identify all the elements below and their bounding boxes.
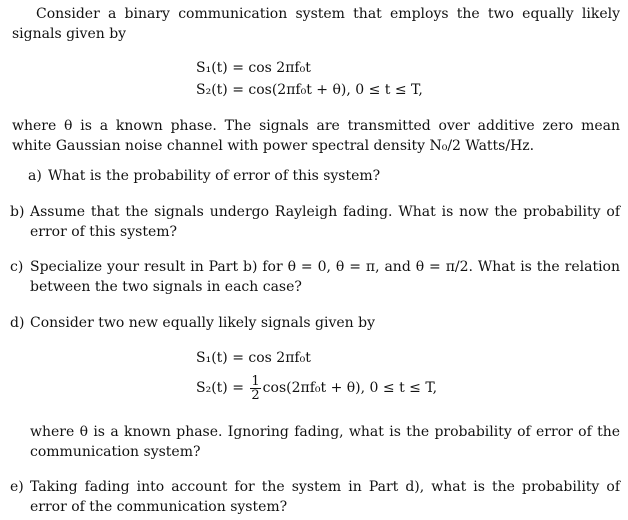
part-e-label: e) bbox=[10, 479, 24, 495]
one-half-fraction bbox=[250, 375, 260, 402]
equation-s2: S₂(t) = cos(2πf₀t + θ), 0 ≤ t ≤ T, bbox=[196, 82, 423, 98]
fraction-denominator: 2 bbox=[251, 387, 260, 403]
part-c bbox=[10, 257, 620, 297]
part-e bbox=[10, 477, 620, 517]
equation-d-s2-rhs: cos(2πf₀t + θ), 0 ≤ t ≤ T, bbox=[262, 380, 438, 396]
part-e-text: Taking fading into account for the system in Part d), what is the probability of error of the communication system? bbox=[30, 479, 620, 515]
part-a-label: a) bbox=[28, 168, 42, 184]
where-paragraph: where θ is a known phase. The signals are transmitted over additive zero mean white Gaussian noise channel with power spectral density N₀/2 Watts/Hz. bbox=[12, 118, 620, 154]
part-d-label: d) bbox=[10, 315, 25, 331]
part-a-text: What is the probability of error of this system? bbox=[48, 168, 381, 184]
part-d-where-text: where θ is a known phase. Ignoring fading, what is the probability of error of the communication system? bbox=[30, 424, 620, 460]
intro-paragraph: Consider a binary communication system that employs the two equally likely signals given by bbox=[12, 6, 620, 42]
fraction-numerator: 1 bbox=[251, 373, 260, 389]
part-c-label: c) bbox=[10, 259, 24, 275]
part-c-text: Specialize your result in Part b) for θ = 0, θ = π, and θ = π/2. What is the relation between the two signals in each case? bbox=[30, 259, 620, 295]
equation-d-s2-lhs: S₂(t) = bbox=[196, 380, 249, 396]
part-b-text: Assume that the signals undergo Rayleigh fading. What is now the probability of error of this system? bbox=[30, 204, 620, 240]
equation-d-s2 bbox=[196, 374, 437, 402]
part-b bbox=[10, 202, 620, 242]
part-d-text: Consider two new equally likely signals given by bbox=[30, 315, 375, 331]
part-b-label: b) bbox=[10, 204, 25, 220]
equation-d-s1: S₁(t) = cos 2πf₀t bbox=[196, 350, 311, 366]
equation-s1: S₁(t) = cos 2πf₀t bbox=[196, 60, 311, 76]
